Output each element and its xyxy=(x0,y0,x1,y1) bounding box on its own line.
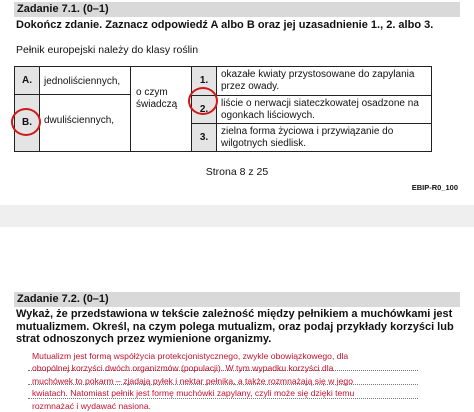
selected-option-circle xyxy=(11,108,41,136)
connector-cell xyxy=(130,66,192,152)
answer-line: Mutualizm jest formą współżycia protekcjonistycznego, zwykle obowiązkowego, dla xyxy=(32,351,349,361)
reason-2-text: liście o nerwacji siateczkowatej osadzone na ogonkach liściowych. xyxy=(216,95,432,124)
answer-line: rozmnażać i wydawać nasiona. xyxy=(32,400,151,411)
task-7-1-header: Zadanie 7.1. (0–1) xyxy=(14,2,460,17)
answer-line: obopólnej korzyści dwóch organizmów (populacji). W tym wypadku korzyści dla xyxy=(32,363,334,374)
option-b-text: dwuliściennych, xyxy=(39,94,131,152)
option-b-letter[interactable]: B. xyxy=(14,94,40,152)
connector-text: o czym świadczą xyxy=(136,87,178,110)
page-number: Strona 8 z 25 xyxy=(205,166,269,178)
reason-3-number[interactable]: 3. xyxy=(191,123,217,152)
task-7-2-question: Wykaż, że przedstawiona w tekście zależność między pełnikiem a muchówkami jest mutualizmem. Określ, na czym polega mutualizm, oraz podaj przykłady korzyści lub strat odnoszonych przez wymienione organizmy. xyxy=(16,308,454,345)
reason-1-number[interactable]: 1. xyxy=(191,66,217,96)
reason-1-text: okazałe kwiaty przystosowane do zapylania przez owady. xyxy=(216,66,432,96)
task-7-1-stem: Pełnik europejski należy do klasy roślin xyxy=(16,44,199,56)
handwritten-answer[interactable] xyxy=(32,350,412,412)
reason-2-number[interactable]: 2. xyxy=(191,95,217,124)
task-7-2-header: Zadanie 7.2. (0–1) xyxy=(14,292,460,307)
option-a-letter[interactable]: A. xyxy=(14,66,40,95)
answer-line: kwiatach. Natomiast pełnik jest formę muchówki zapylany, czyli może się dzięki temu xyxy=(32,388,355,399)
selected-reason-circle xyxy=(188,87,218,115)
page-separator xyxy=(0,205,474,227)
option-a-text: jednoliściennych, xyxy=(39,66,131,95)
exam-code: EBIP-R0_100 xyxy=(411,183,458,192)
reason-3-text: zielna forma życiowa i przywiązanie do wilgotnych siedlisk. xyxy=(216,123,432,152)
task-7-1-instruction: Dokończ zdanie. Zaznacz odpowiedź A albo B oraz jej uzasadnienie 1., 2. albo 3. xyxy=(16,19,434,31)
answer-line: muchówek to pokarm – zjadają pyłek i nektar pełnika, a także rozmnażają się w jego xyxy=(32,375,353,386)
